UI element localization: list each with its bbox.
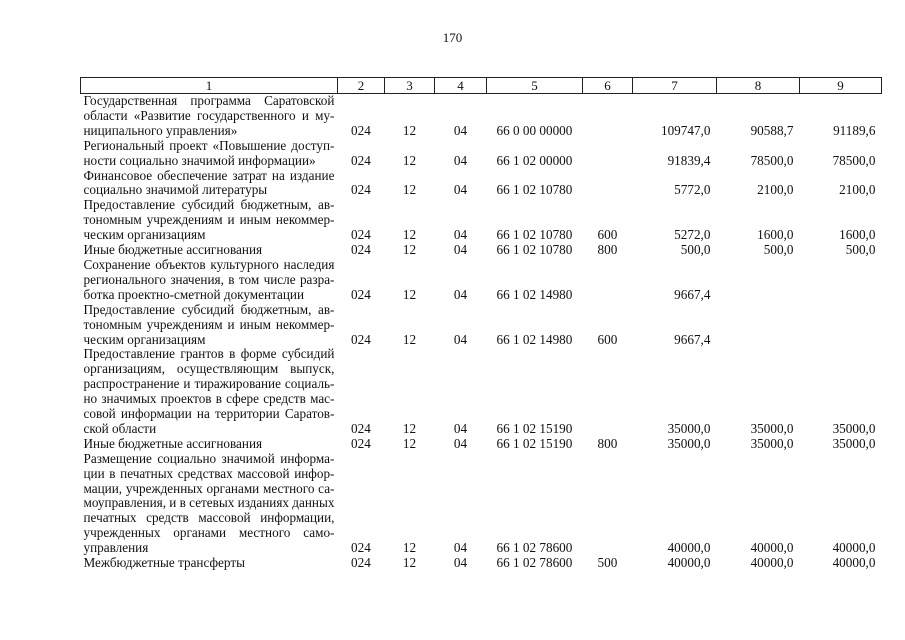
column-header: 3 [384, 78, 434, 94]
cell-col-2: 024 [351, 420, 371, 436]
cell-col-4: 04 [453, 420, 468, 436]
description-line: Иные бюджетные ассигнования [83, 242, 263, 258]
description-line: ческим организациям [83, 331, 206, 347]
cell-col-2: 024 [351, 242, 371, 258]
cell-col-9 [799, 303, 881, 348]
cell-col-4: 04 [453, 435, 468, 451]
cell-col-9 [799, 258, 881, 303]
cell-col-8 [716, 303, 799, 348]
table-row [81, 243, 882, 258]
description-line: Региональный проект «Повышение доступ- [83, 137, 335, 153]
description-line: Государственная программа Саратовской [83, 93, 335, 108]
table-row [81, 169, 882, 199]
cell-col-7: 9667,4 [674, 286, 711, 302]
table-row [81, 258, 882, 303]
cell-col-4: 04 [453, 286, 468, 302]
cell-col-6: 600 [597, 227, 618, 243]
row-description [81, 139, 338, 169]
description-line: совой информации на территории Саратов- [83, 406, 335, 422]
cell-col-5: 66 1 02 10780 [496, 227, 573, 243]
cell-col-8: 1600,0 [757, 227, 794, 243]
cell-col-2: 024 [351, 331, 371, 347]
cell-col-6: 800 [597, 242, 618, 258]
cell-col-6 [582, 94, 632, 139]
description-line: Предоставление грантов в форме субсидий [83, 346, 335, 362]
row-description [81, 452, 338, 556]
description-line: мации, учрежденных органами местного са- [83, 480, 335, 496]
cell-col-3: 12 [402, 420, 417, 436]
row-description [81, 347, 338, 436]
cell-col-3: 12 [402, 152, 417, 168]
description-line: но значимых проектов в сфере средств мас- [83, 391, 335, 407]
description-line: печатных средств массовой информации, [83, 510, 335, 526]
row-description [81, 556, 338, 571]
cell-col-4: 04 [453, 152, 468, 168]
description-line: Предоставление субсидий бюджетным, ав- [83, 197, 335, 213]
column-header: 8 [716, 78, 799, 94]
cell-col-5: 66 1 02 78600 [496, 555, 573, 571]
row-description [81, 258, 338, 303]
cell-col-6 [582, 347, 632, 436]
cell-col-7: 91839,4 [667, 152, 711, 168]
cell-col-5: 66 1 02 78600 [496, 540, 573, 556]
header-row [81, 78, 882, 94]
description-line: регионального значения, в том числе разра- [83, 271, 335, 287]
row-description [81, 243, 338, 258]
description-line: Предоставление субсидий бюджетным, ав- [83, 301, 335, 317]
description-line: управления [83, 540, 149, 556]
column-header: 7 [632, 78, 716, 94]
cell-col-3: 12 [402, 227, 417, 243]
cell-col-6: 800 [597, 435, 618, 451]
column-header: 5 [486, 78, 582, 94]
cell-col-8: 35000,0 [750, 420, 794, 436]
description-line: Иные бюджетные ассигнования [83, 435, 263, 451]
table-row [81, 198, 882, 243]
cell-col-3: 12 [402, 331, 417, 347]
cell-col-7: 40000,0 [667, 540, 711, 556]
cell-col-6: 500 [597, 555, 618, 571]
table-row [81, 452, 882, 556]
row-description [81, 94, 338, 139]
cell-col-4: 04 [453, 182, 468, 198]
cell-col-2: 024 [351, 540, 371, 556]
cell-col-6 [582, 258, 632, 303]
cell-col-8: 78500,0 [750, 152, 794, 168]
cell-col-5: 66 1 02 14980 [496, 331, 573, 347]
cell-col-3: 12 [402, 555, 417, 571]
column-header: 1 [81, 78, 338, 94]
table-row [81, 437, 882, 452]
cell-col-7: 500,0 [680, 242, 711, 258]
cell-col-4: 04 [453, 227, 468, 243]
cell-col-9: 1600,0 [839, 227, 876, 243]
budget-table [80, 77, 882, 571]
cell-col-4: 04 [453, 540, 468, 556]
description-line: ниципального управления» [83, 122, 238, 138]
cell-col-2: 024 [351, 227, 371, 243]
cell-col-9: 78500,0 [832, 152, 876, 168]
cell-col-9: 35000,0 [832, 420, 876, 436]
cell-col-9: 35000,0 [832, 435, 876, 451]
cell-col-9: 2100,0 [839, 182, 876, 198]
row-description [81, 169, 338, 199]
table-row [81, 556, 882, 571]
cell-col-7: 40000,0 [667, 555, 711, 571]
cell-col-2: 024 [351, 182, 371, 198]
description-line: учрежденных органами местного само- [83, 525, 335, 541]
cell-col-4: 04 [453, 331, 468, 347]
cell-col-9: 40000,0 [832, 555, 876, 571]
cell-col-5: 66 1 02 14980 [496, 286, 573, 302]
cell-col-5: 66 1 02 10780 [496, 182, 573, 198]
cell-col-2: 024 [351, 122, 371, 138]
cell-col-4: 04 [453, 122, 468, 138]
cell-col-2: 024 [351, 555, 371, 571]
description-line: Сохранение объектов культурного наследия [83, 256, 335, 272]
column-header: 2 [337, 78, 384, 94]
cell-col-7: 35000,0 [667, 435, 711, 451]
cell-col-7: 109747,0 [660, 122, 711, 138]
row-description [81, 437, 338, 452]
cell-col-6 [582, 139, 632, 169]
cell-col-9: 91189,6 [833, 122, 876, 138]
table-row [81, 139, 882, 169]
cell-col-8: 40000,0 [750, 555, 794, 571]
description-line: ческим организациям [83, 227, 206, 243]
description-line: области «Развитие государственного и му- [83, 107, 335, 123]
cell-col-3: 12 [402, 286, 417, 302]
column-header: 9 [799, 78, 881, 94]
cell-col-7: 5772,0 [674, 182, 711, 198]
cell-col-8: 40000,0 [750, 540, 794, 556]
cell-col-6: 600 [597, 331, 618, 347]
table-row [81, 347, 882, 436]
page-number: 170 [442, 30, 463, 45]
description-line: Межбюджетные трансферты [83, 555, 245, 571]
cell-col-6 [582, 452, 632, 556]
cell-col-5: 66 1 02 10780 [496, 242, 573, 258]
cell-col-5: 66 0 00 00000 [496, 122, 573, 138]
description-line: ности социально значимой информации» [83, 152, 316, 168]
description-line: тономным учреждениям и иным некоммер- [83, 316, 335, 332]
cell-col-4: 04 [453, 555, 468, 571]
table-row [81, 94, 882, 139]
row-description [81, 303, 338, 348]
row-description [81, 198, 338, 243]
cell-col-8: 35000,0 [750, 435, 794, 451]
cell-col-8: 90588,7 [750, 122, 794, 138]
description-line: ской области [83, 420, 157, 436]
cell-col-3: 12 [402, 122, 417, 138]
table-row [81, 303, 882, 348]
cell-col-8: 500,0 [763, 242, 794, 258]
description-line: социально значимой литературы [83, 182, 268, 198]
description-line: Размещение социально значимой информа- [83, 450, 335, 466]
cell-col-7: 9667,4 [674, 331, 711, 347]
cell-col-7: 5272,0 [674, 227, 711, 243]
cell-col-9: 500,0 [845, 242, 876, 258]
description-line: ботка проектно-сметной документации [83, 286, 305, 302]
cell-col-2: 024 [351, 152, 371, 168]
cell-col-4: 04 [453, 242, 468, 258]
cell-col-3: 12 [402, 242, 417, 258]
cell-col-2: 024 [351, 435, 371, 451]
description-line: организациям, осуществляющим выпуск, [83, 361, 335, 377]
column-header: 6 [582, 78, 632, 94]
description-line: тономным учреждениям и иным некоммер- [83, 212, 335, 228]
cell-col-2: 024 [351, 286, 371, 302]
cell-col-5: 66 1 02 15190 [496, 435, 573, 451]
cell-col-9: 40000,0 [832, 540, 876, 556]
cell-col-6 [582, 169, 632, 199]
cell-col-8: 2100,0 [757, 182, 794, 198]
cell-col-3: 12 [402, 435, 417, 451]
cell-col-5: 66 1 02 15190 [496, 420, 573, 436]
column-header: 4 [434, 78, 486, 94]
description-line: распространение и тиражирование социаль- [83, 376, 335, 392]
cell-col-8 [716, 258, 799, 303]
cell-col-3: 12 [402, 182, 417, 198]
cell-col-3: 12 [402, 540, 417, 556]
description-line: ции в печатных средствах массовой инфор- [83, 465, 335, 481]
description-line: моуправления, и в сетевых изданиях данных [83, 495, 335, 511]
description-line: Финансовое обеспечение затрат на издание [83, 167, 335, 183]
cell-col-5: 66 1 02 00000 [496, 152, 573, 168]
cell-col-7: 35000,0 [667, 420, 711, 436]
